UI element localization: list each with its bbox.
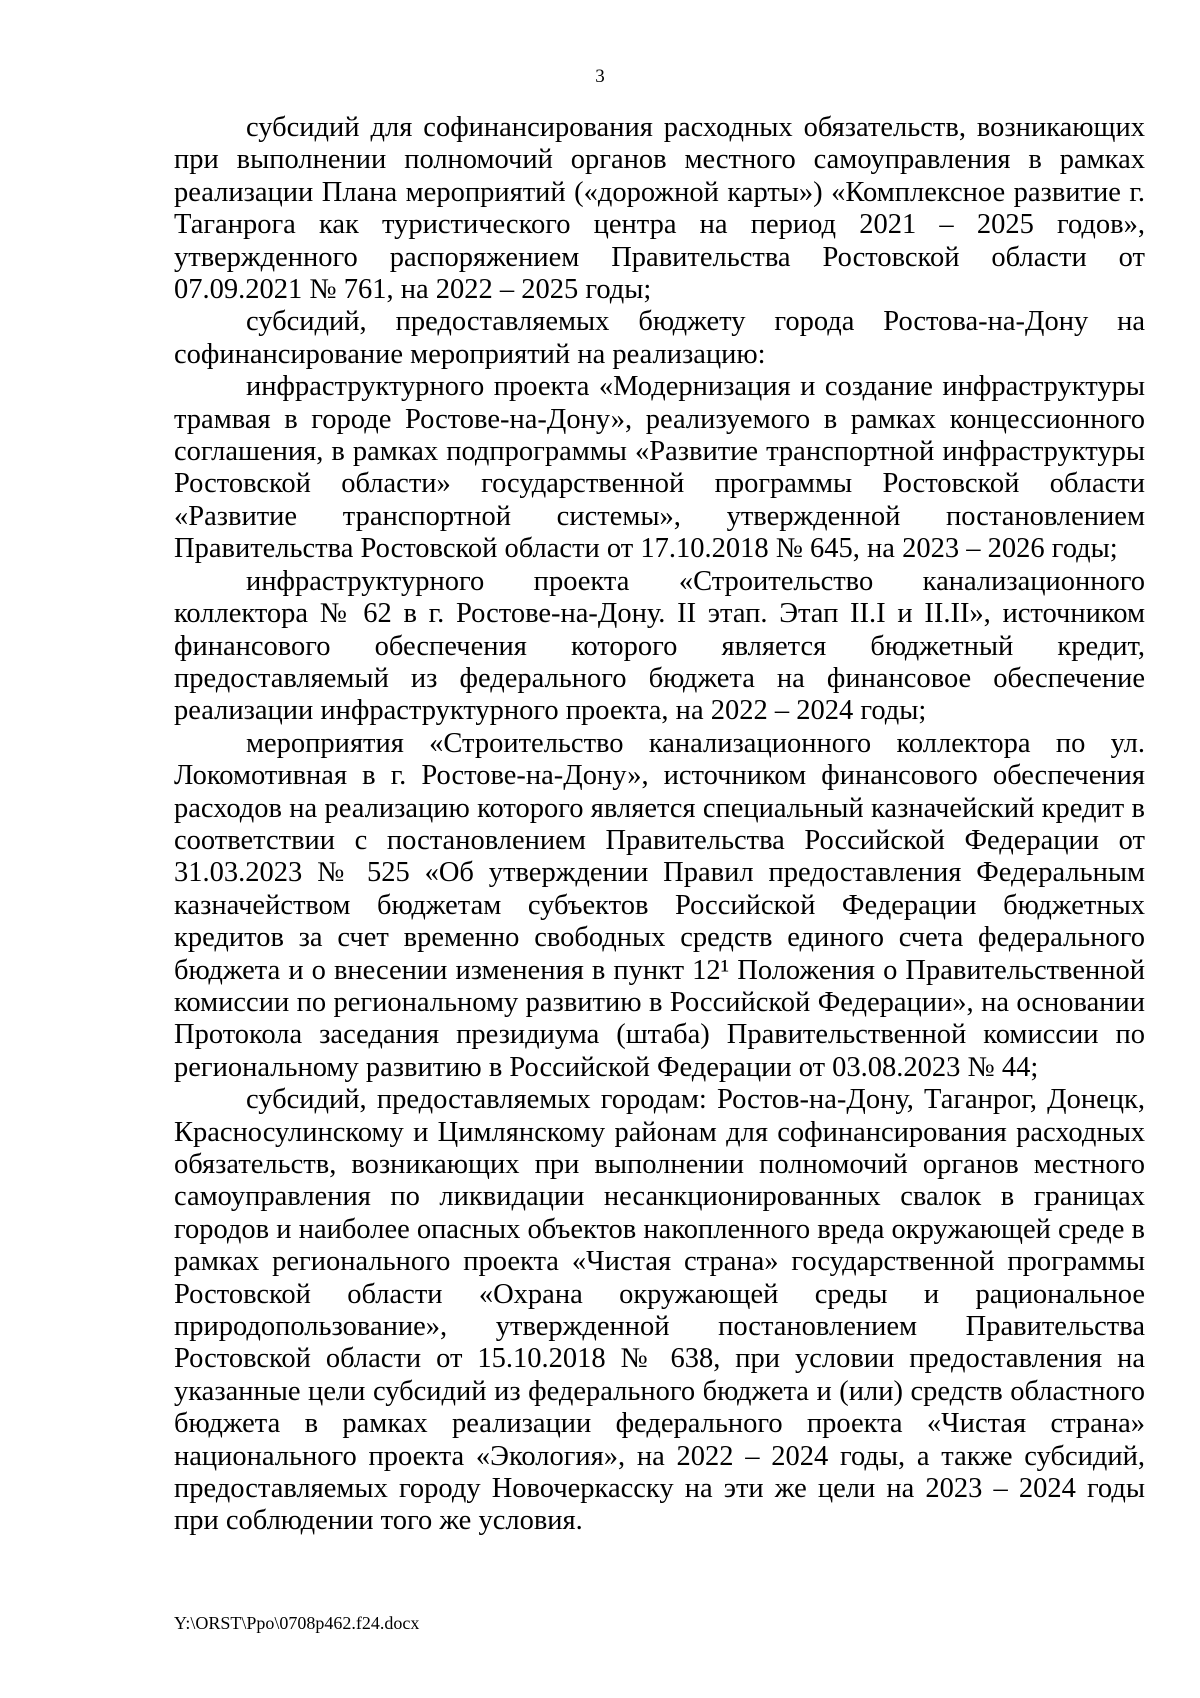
paragraph-rostov-subsidies: субсидий, предоставляемых бюджету города Ростова-на-Дону на софинансирование мероприятий на реализацию: xyxy=(174,306,1145,370)
footer-file-path: Y:\ORST\Ppo\0708p462.f24.docx xyxy=(174,1613,420,1633)
document-body xyxy=(174,112,1145,1538)
paragraph-tram-project: инфраструктурного проекта «Модернизация и создание инфраструктуры трамвая в городе Ростове-на-Дону», реализуемого в рамках концессионного соглашения, в рамках подпрограммы «Развитие транспортной инфраструктуры Ростовской области» государственной программы Ростовской области «Развитие транспортной системы», утвержденной постановлением Правительства Ростовской области от 17.10.2018 № 645, на 2023 – 2026 годы; xyxy=(174,371,1145,565)
paragraph-sewer-collector-62: инфраструктурного проекта «Строительство канализационного коллектора № 62 в г. Ростове-на-Дону. II этап. Этап II.I и II.II», источником финансового обеспечения которого является бюджетный кредит, предоставляемый из федерального бюджета на финансовое обеспечение реализации инфраструктурного проекта, на 2022 – 2024 годы; xyxy=(174,565,1145,727)
page-number: 3 xyxy=(595,66,605,87)
paragraph-tagan-rog-subsidies: субсидий для софинансирования расходных обязательств, возникающих при выполнении полномочий органов местного самоуправления в рамках реализации Плана мероприятий («дорожной карты») «Комплексное развитие г. Таганрога как туристического центра на период 2021 – 2025 годов», утвержденного распоряжением Правительства Ростовской области от 07.09.2021 № 761, на 2022 – 2025 годы; xyxy=(174,112,1145,306)
paragraph-lokomotivnaya-collector: мероприятия «Строительство канализационного коллектора по ул. Локомотивная в г. Ростове-на-Дону», источником финансового обеспечения расходов на реализацию которого является специальный казначейский кредит в соответствии с постановлением Правительства Российской Федерации от 31.03.2023 № 525 «Об утверждении Правил предоставления Федеральным казначейством бюджетам субъектов Российской Федерации бюджетных кредитов за счет временно свободных средств единого счета федерального бюджета и о внесении изменения в пункт 12¹ Положения о Правительственной комиссии по региональному развитию в Российской Федерации», на основании Протокола заседания президиума (штаба) Правительственной комиссии по региональному развитию в Российской Федерации от 03.08.2023 № 44; xyxy=(174,727,1145,1083)
paragraph-landfill-subsidies: субсидий, предоставляемых городам: Ростов-на-Дону, Таганрог, Донецк, Красносулинскому и Цимлянскому районам для софинансирования расходных обязательств, возникающих при выполнении полномочий органов местного самоуправления по ликвидации несанкционированных свалок в границах городов и наиболее опасных объектов накопленного вреда окружающей среде в рамках регионального проекта «Чистая страна» государственной программы Ростовской области «Охрана окружающей среды и рациональное природопользование», утвержденной постановлением Правительства Ростовской области от 15.10.2018 № 638, при условии предоставления на указанные цели субсидий из федерального бюджета и (или) средств областного бюджета в рамках реализации федерального проекта «Чистая страна» национального проекта «Экология», на 2022 – 2024 годы, а также субсидий, предоставляемых городу Новочеркасску на эти же цели на 2023 – 2024 годы при соблюдении того же условия. xyxy=(174,1084,1145,1537)
